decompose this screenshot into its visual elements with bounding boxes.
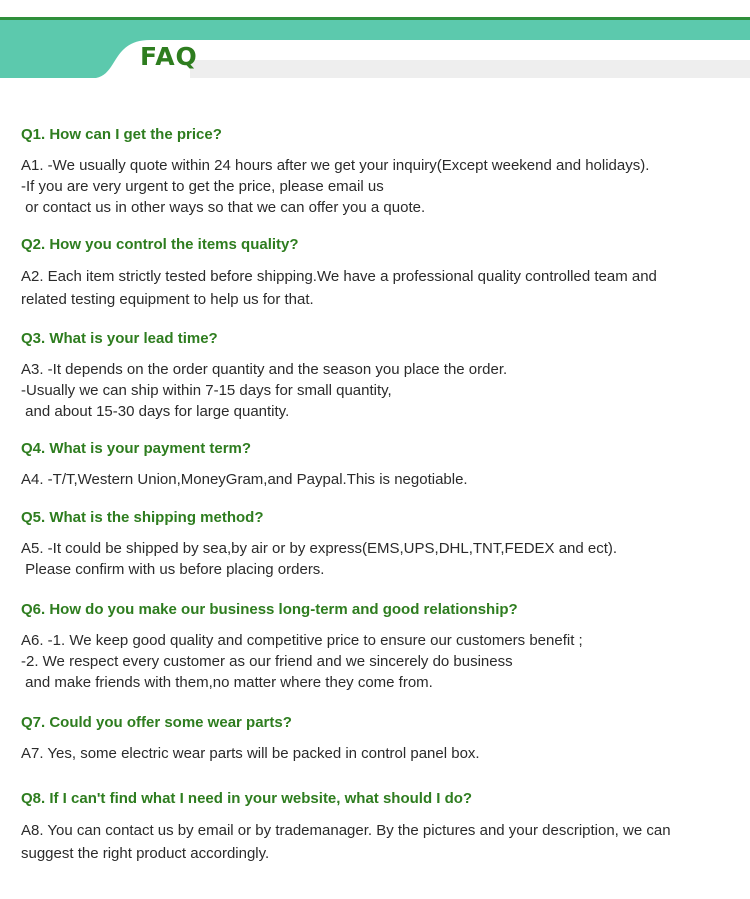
header-grey-band bbox=[190, 60, 750, 78]
header-top-line bbox=[0, 17, 750, 20]
faq-header-banner bbox=[0, 0, 750, 80]
faq-answer-line: or contact us in other ways so that we can offer you a quote. bbox=[21, 199, 426, 216]
faq-answer-line: and about 15-30 days for large quantity. bbox=[21, 403, 290, 420]
faq-question: Q2. How you control the items quality? bbox=[21, 236, 299, 253]
page-title: FAQ bbox=[140, 42, 198, 71]
faq-answer-line: A3. -It depends on the order quantity and the season you place the order. bbox=[21, 361, 508, 378]
faq-question: Q4. What is your payment term? bbox=[21, 440, 252, 457]
faq-answer-line: related testing equipment to help us for that. bbox=[21, 291, 314, 308]
faq-answer-line: A4. -T/T,Western Union,MoneyGram,and Paypal.This is negotiable. bbox=[21, 471, 468, 488]
faq-answer-line: A5. -It could be shipped by sea,by air or by express(EMS,UPS,DHL,TNT,FEDEX and ect). bbox=[21, 540, 618, 557]
faq-answer-line: A7. Yes, some electric wear parts will be packed in control panel box. bbox=[21, 745, 480, 762]
faq-item-1 bbox=[21, 125, 736, 218]
faq-answer-line: suggest the right product accordingly. bbox=[21, 845, 270, 862]
faq-item-3 bbox=[21, 329, 736, 422]
faq-question: Q5. What is the shipping method? bbox=[21, 509, 264, 526]
faq-answer-line: -Usually we can ship within 7-15 days for small quantity, bbox=[21, 382, 392, 399]
faq-item-5 bbox=[21, 508, 736, 580]
faq-question: Q7. Could you offer some wear parts? bbox=[21, 714, 292, 731]
faq-answer-line: A8. You can contact us by email or by trademanager. By the pictures and your description, we can bbox=[21, 822, 671, 839]
faq-answer-line: Please confirm with us before placing orders. bbox=[21, 561, 325, 578]
faq-item-8 bbox=[21, 789, 736, 865]
faq-question: Q8. If I can't find what I need in your website, what should I do? bbox=[21, 790, 473, 807]
faq-answer-line: -If you are very urgent to get the price, please email us bbox=[21, 178, 384, 195]
faq-answer-line: and make friends with them,no matter where they come from. bbox=[21, 674, 433, 691]
faq-question: Q6. How do you make our business long-term and good relationship? bbox=[21, 601, 518, 618]
faq-answer-line: A2. Each item strictly tested before shipping.We have a professional quality controlled team and bbox=[21, 268, 657, 285]
faq-item-6 bbox=[21, 600, 736, 693]
faq-question: Q1. How can I get the price? bbox=[21, 126, 222, 143]
faq-answer-line: A6. -1. We keep good quality and competitive price to ensure our customers benefit ; bbox=[21, 632, 583, 649]
faq-item-2 bbox=[21, 235, 736, 311]
header-decoration bbox=[0, 0, 750, 80]
faq-item-7 bbox=[21, 713, 736, 764]
faq-question: Q3. What is your lead time? bbox=[21, 330, 218, 347]
faq-answer-line: A1. -We usually quote within 24 hours after we get your inquiry(Except weekend and holidays). bbox=[21, 157, 650, 174]
faq-item-4 bbox=[21, 439, 736, 490]
faq-answer-line: -2. We respect every customer as our friend and we sincerely do business bbox=[21, 653, 513, 670]
